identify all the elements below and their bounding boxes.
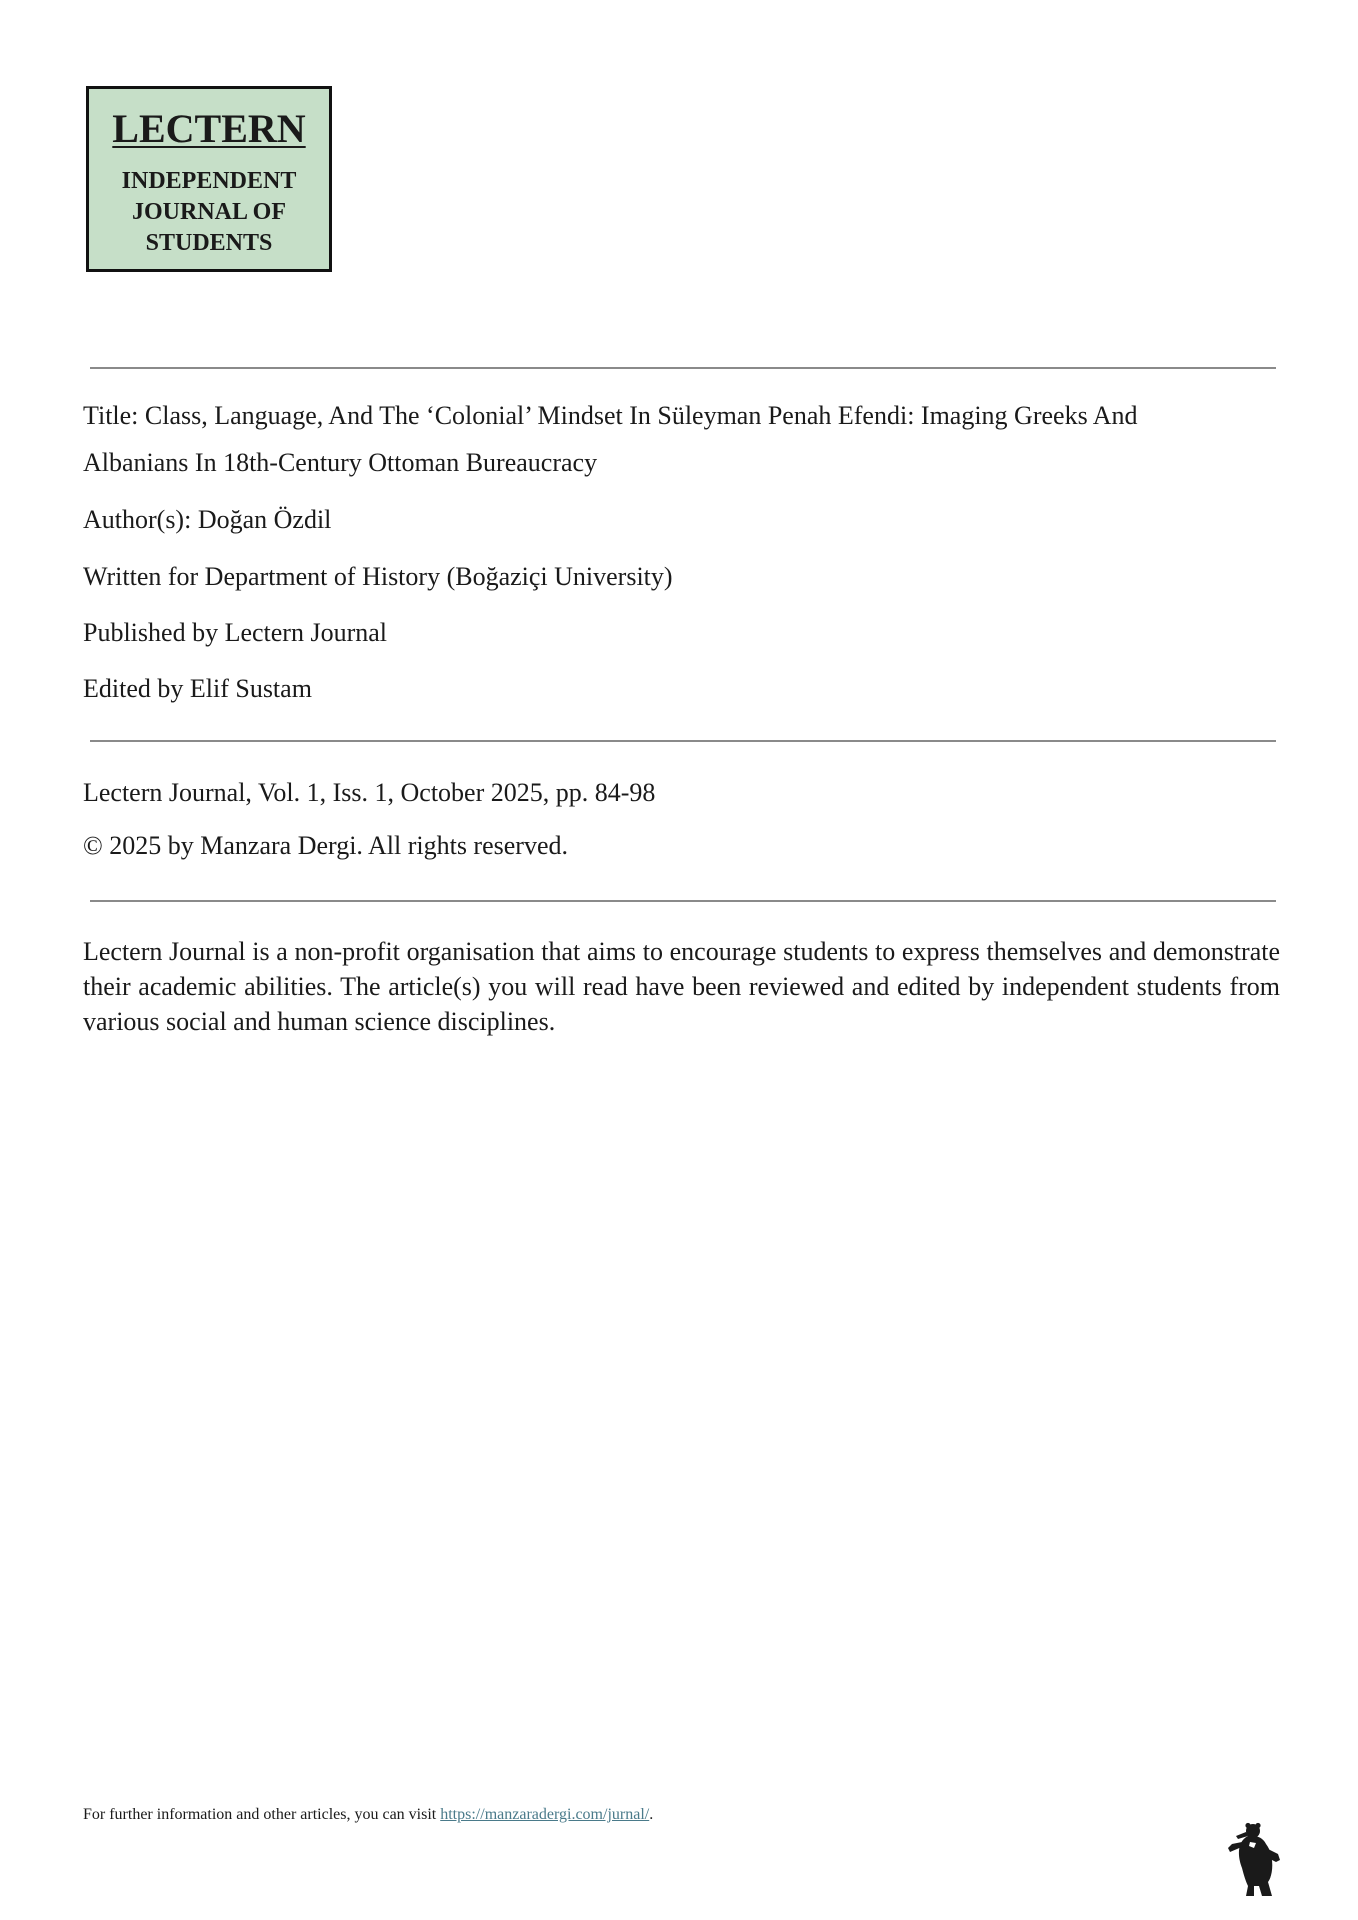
divider	[90, 740, 1276, 742]
footer-note	[83, 1806, 653, 1824]
footer-link[interactable]: https://manzaradergi.com/jurnal/	[440, 1806, 650, 1823]
article-title-line-2: Albanians In 18th-Century Ottoman Bureaucracy	[83, 448, 598, 477]
divider	[90, 367, 1276, 369]
footer-suffix: .	[649, 1806, 654, 1823]
logo-title: LECTERN	[112, 106, 306, 151]
logo-subtitle-line: INDEPENDENT	[121, 168, 297, 194]
published-by: Published by Lectern Journal	[83, 618, 387, 647]
citation-reference: Lectern Journal, Vol. 1, Iss. 1, October 2025, pp. 84-98	[83, 778, 656, 807]
bear-icon	[1226, 1822, 1284, 1898]
about-paragraph: Lectern Journal is a non-profit organisation that aims to encourage students to express themselves and demonstrate their academic abilities. The article(s) you will read have been reviewed and edited by independent students from various social and human science disciplines.	[83, 937, 1280, 1036]
written-for: Written for Department of History (Boğaziçi University)	[83, 562, 673, 591]
footer-prefix: For further information and other articles, you can visit	[83, 1806, 441, 1823]
logo-subtitle-line: STUDENTS	[145, 230, 273, 256]
journal-logo	[86, 86, 332, 272]
divider	[90, 900, 1276, 902]
logo-subtitle	[89, 166, 329, 259]
logo-subtitle-line: JOURNAL OF	[131, 199, 286, 225]
edited-by: Edited by Elif Sustam	[83, 674, 312, 703]
copyright-notice: © 2025 by Manzara Dergi. All rights reserved.	[83, 831, 568, 860]
article-authors: Author(s): Doğan Özdil	[83, 505, 332, 534]
article-title-line-1: Title: Class, Language, And The ‘Colonial’ Mindset In Süleyman Penah Efendi: Imaging Greeks And	[83, 401, 1138, 430]
